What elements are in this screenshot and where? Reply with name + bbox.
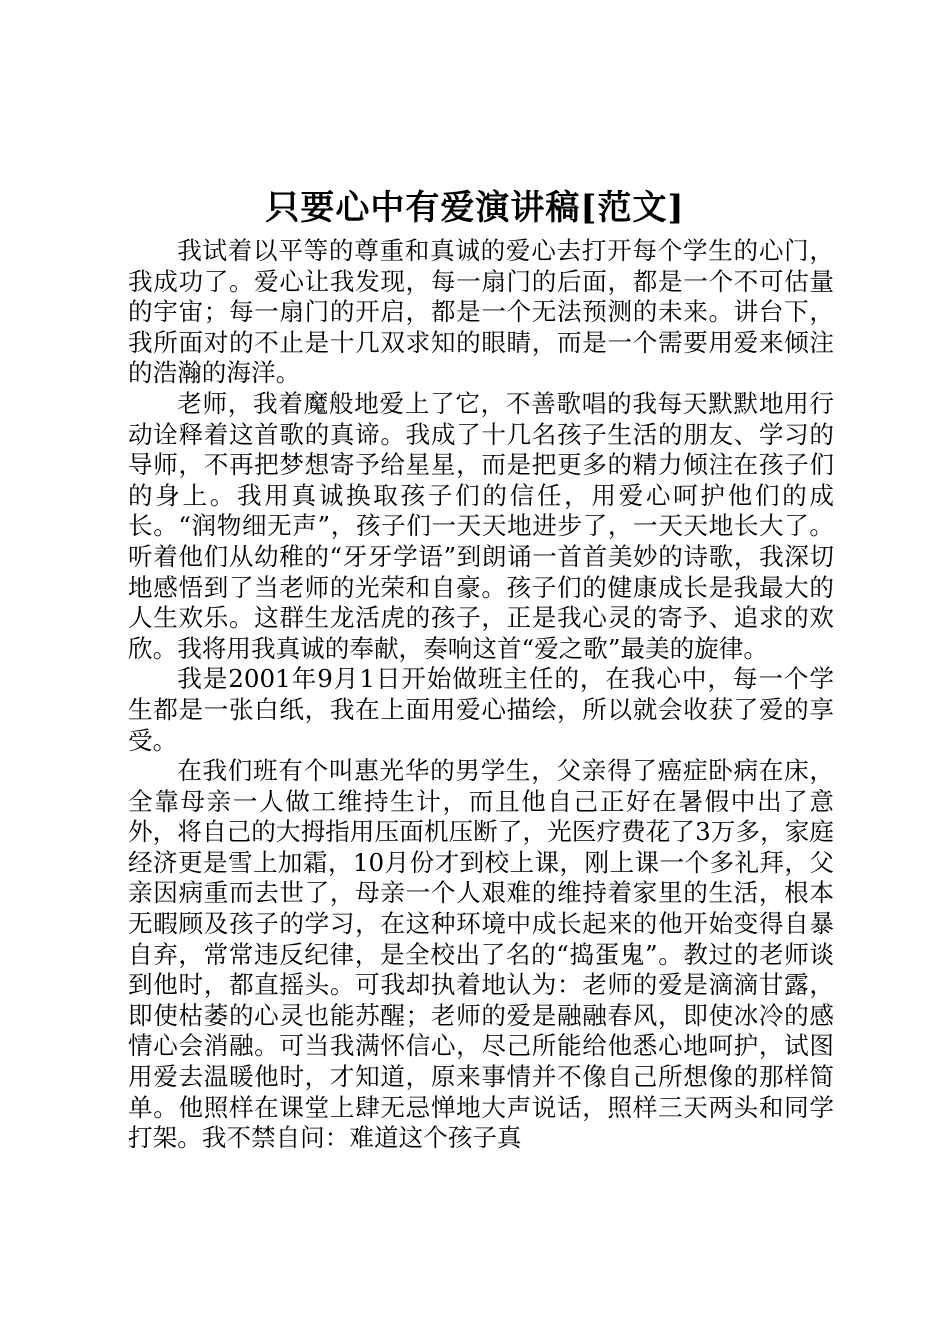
paragraph: 在我们班有个叫惠光华的男学生，父亲得了癌症卧病在床，全靠母亲一人做工维持生计，而且他自己正好在暑假中出了意外，将自己的大拇指用压面机压断了，光医疗费花了3万多，家庭经济更是雪上加霜，10月份才到校上课，刚上课一个多礼拜，父亲因病重而去世了，母亲一个人艰难的维持着家里的生活，根本无暇顾及孩子的学习，在这种环境中成长起来的他开始变得自暴自弃，常常违反纪律，是全校出了名的“捣蛋鬼”。教过的老师谈到他时，都直摇头。可我却执着地认为：老师的爱是滴滴甘露，即使枯萎的心灵也能苏醒；老师的爱是融融春风，即使冰冷的感情心会消融。可当我满怀信心，尽己所能给他悉心地呵护，试图用爱去温暖他时，才知道，原来事情并不像自己所想像的那样简单。他照样在课堂上肆无忌惮地大声说话，照样三天两头和同学打架。我不禁自问：难道这个孩子真 <box>128 756 834 1153</box>
document-body <box>128 236 834 1154</box>
paragraph: 老师，我着魔般地爱上了它，不善歌唱的我每天默默地用行动诠释着这首歌的真谛。我成了十几名孩子生活的朋友、学习的导师，不再把梦想寄予给星星，而是把更多的精力倾注在孩子们的身上。我用真诚换取孩子们的信任，用爱心呵护他们的成长。“润物细无声”，孩子们一天天地进步了，一天天地长大了。听着他们从幼稚的“牙牙学语”到朗诵一首首美妙的诗歌，我深切地感悟到了当老师的光荣和自豪。孩子们的健康成长是我最大的人生欢乐。这群生龙活虎的孩子，正是我心灵的寄予、追求的欢欣。我将用我真诚的奉献，奏响这首“爱之歌”最美的旋律。 <box>128 388 834 663</box>
paragraph: 我试着以平等的尊重和真诚的爱心去打开每个学生的心门，我成功了。爱心让我发现，每一扇门的后面，都是一个不可估量的宇宙；每一扇门的开启，都是一个无法预测的未来。讲台下，我所面对的不止是十几双求知的眼睛，而是一个需要用爱来倾注的浩瀚的海洋。 <box>128 236 834 388</box>
paragraph: 我是2001年9月1日开始做班主任的，在我心中，每一个学生都是一张白纸，我在上面用爱心描绘，所以就会收获了爱的享受。 <box>128 664 834 755</box>
document-title: 只要心中有爱演讲稿[范文] <box>265 188 685 228</box>
